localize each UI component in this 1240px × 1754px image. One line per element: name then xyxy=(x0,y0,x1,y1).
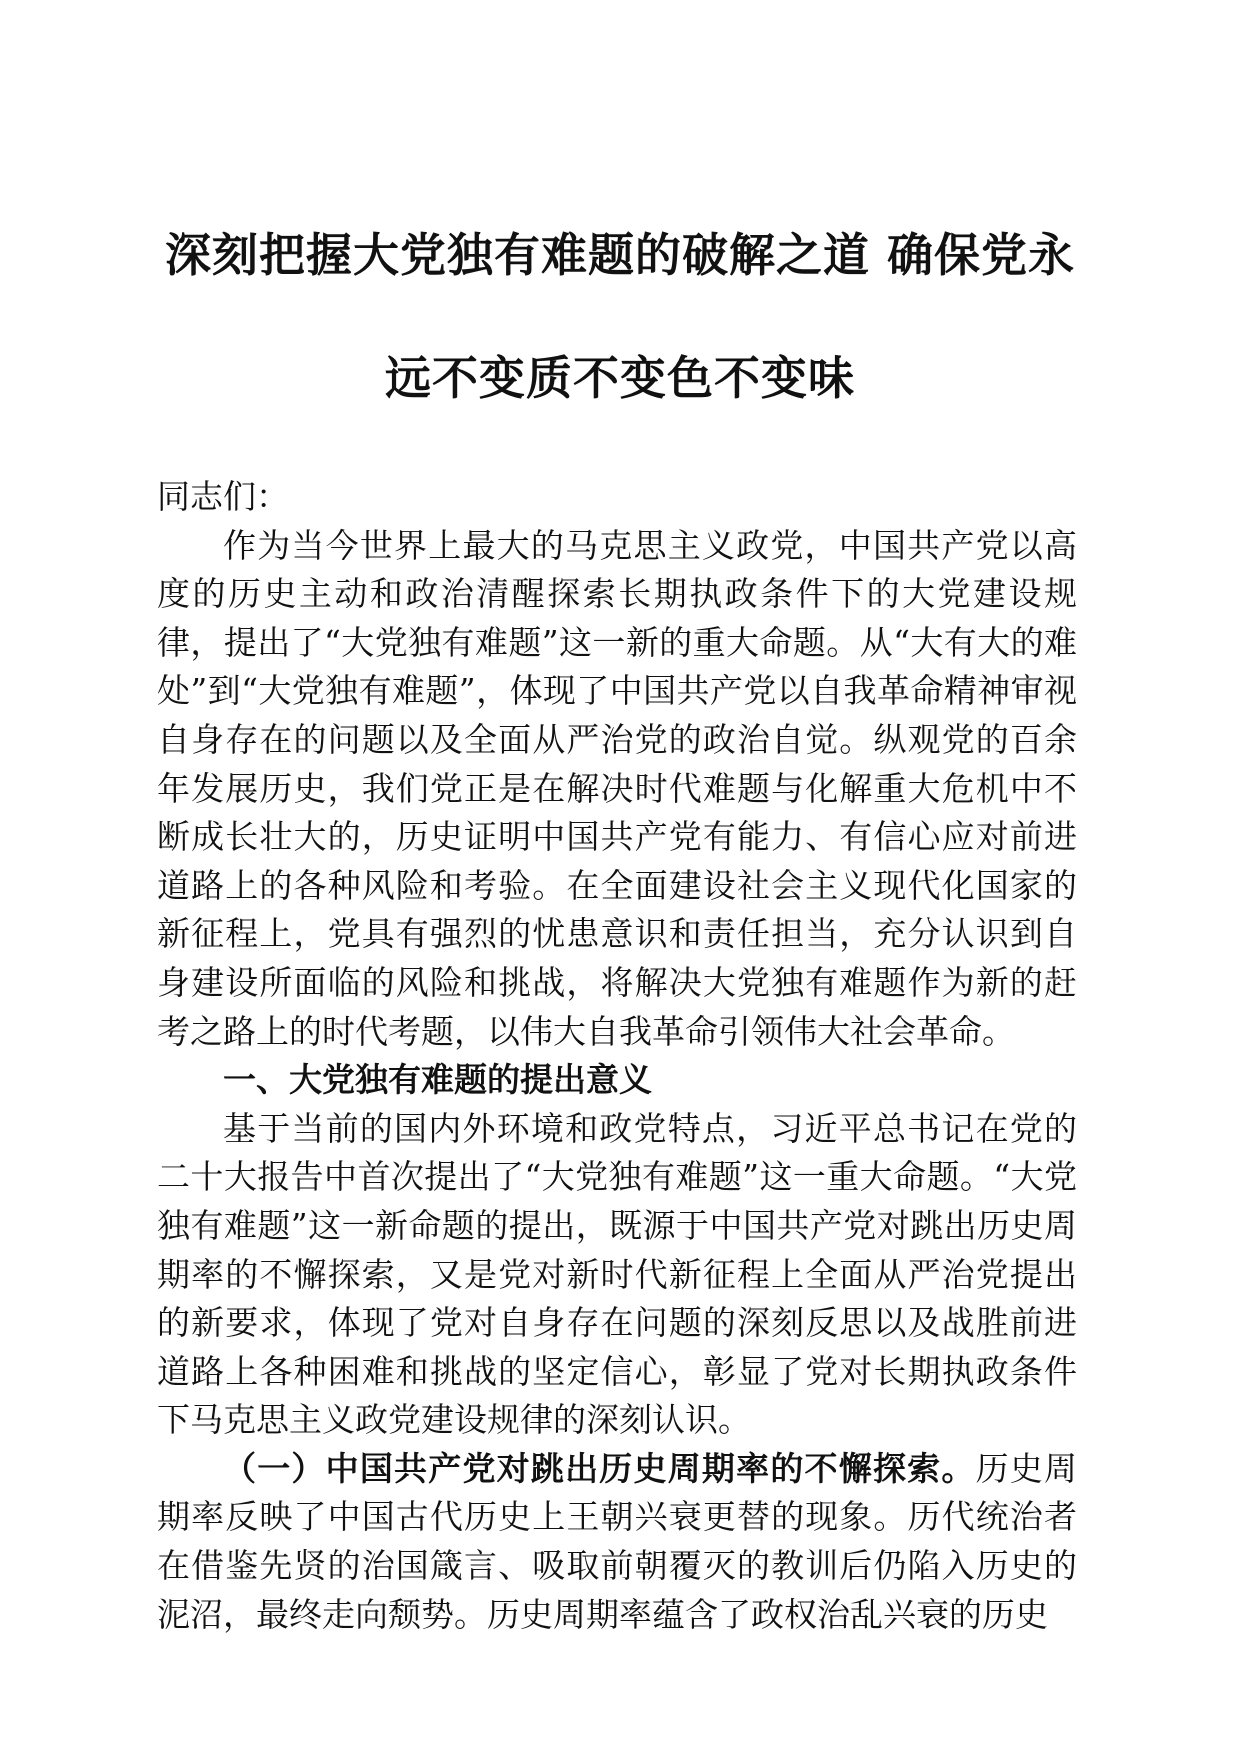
document-title-line-1: 深刻把握大党独有难题的破解之道 确保党永 xyxy=(164,228,1075,282)
subsection-1-paragraph xyxy=(157,1445,1077,1639)
salutation: 同志们： xyxy=(157,477,289,516)
subsection-1-lead: （一）中国共产党对跳出历史周期率的不懈探索。 xyxy=(223,1448,976,1488)
section-heading-1: 一、大党独有难题的提出意义 xyxy=(223,1060,652,1100)
document-body xyxy=(157,473,1077,1639)
subsection-1-text: 历史周期率反映了中国古代历史上王朝兴衰更替的现象。历代统治者在借鉴先贤的治国箴言、吸取前朝覆灭的教训后仍陷入历史的泥沼，最终走向颓势。历史周期率蕴含了政权治乱兴衰的历史 xyxy=(157,1448,1078,1634)
intro-paragraph: 作为当今世界上最大的马克思主义政党，中国共产党以高度的历史主动和政治清醒探索长期执政条件下的大党建设规律，提出了“大党独有难题”这一新的重大命题。从“大有大的难处”到“大党独有难题”，体现了中国共产党以自我革命精神审视自身存在的问题以及全面从严治党的政治自觉。纵观党的百余年发展历史，我们党正是在解决时代难题与化解重大危机中不断成长壮大的，历史证明中国共产党有能力、有信心应对前进道路上的各种风险和考验。在全面建设社会主义现代化国家的新征程上，党具有强烈的忧患意识和责任担当，充分认识到自身建设所面临的风险和挑战，将解决大党独有难题作为新的赶考之路上的时代考题，以伟大自我革命引领伟大社会革命。 xyxy=(157,525,1077,1051)
section-1-paragraph: 基于当前的国内外环境和政党特点，习近平总书记在党的二十大报告中首次提出了“大党独有难题”这一重大命题。“大党独有难题”这一新命题的提出，既源于中国共产党对跳出历史周期率的不懈探索，又是党对新时代新征程上全面从严治党提出的新要求，体现了党对自身存在问题的深刻反思以及战胜前进道路上各种困难和挑战的坚定信心，彰显了党对长期执政条件下马克思主义政党建设规律的深刻认识。 xyxy=(157,1108,1077,1440)
document-title-line-2: 远不变质不变色不变味 xyxy=(385,351,855,405)
